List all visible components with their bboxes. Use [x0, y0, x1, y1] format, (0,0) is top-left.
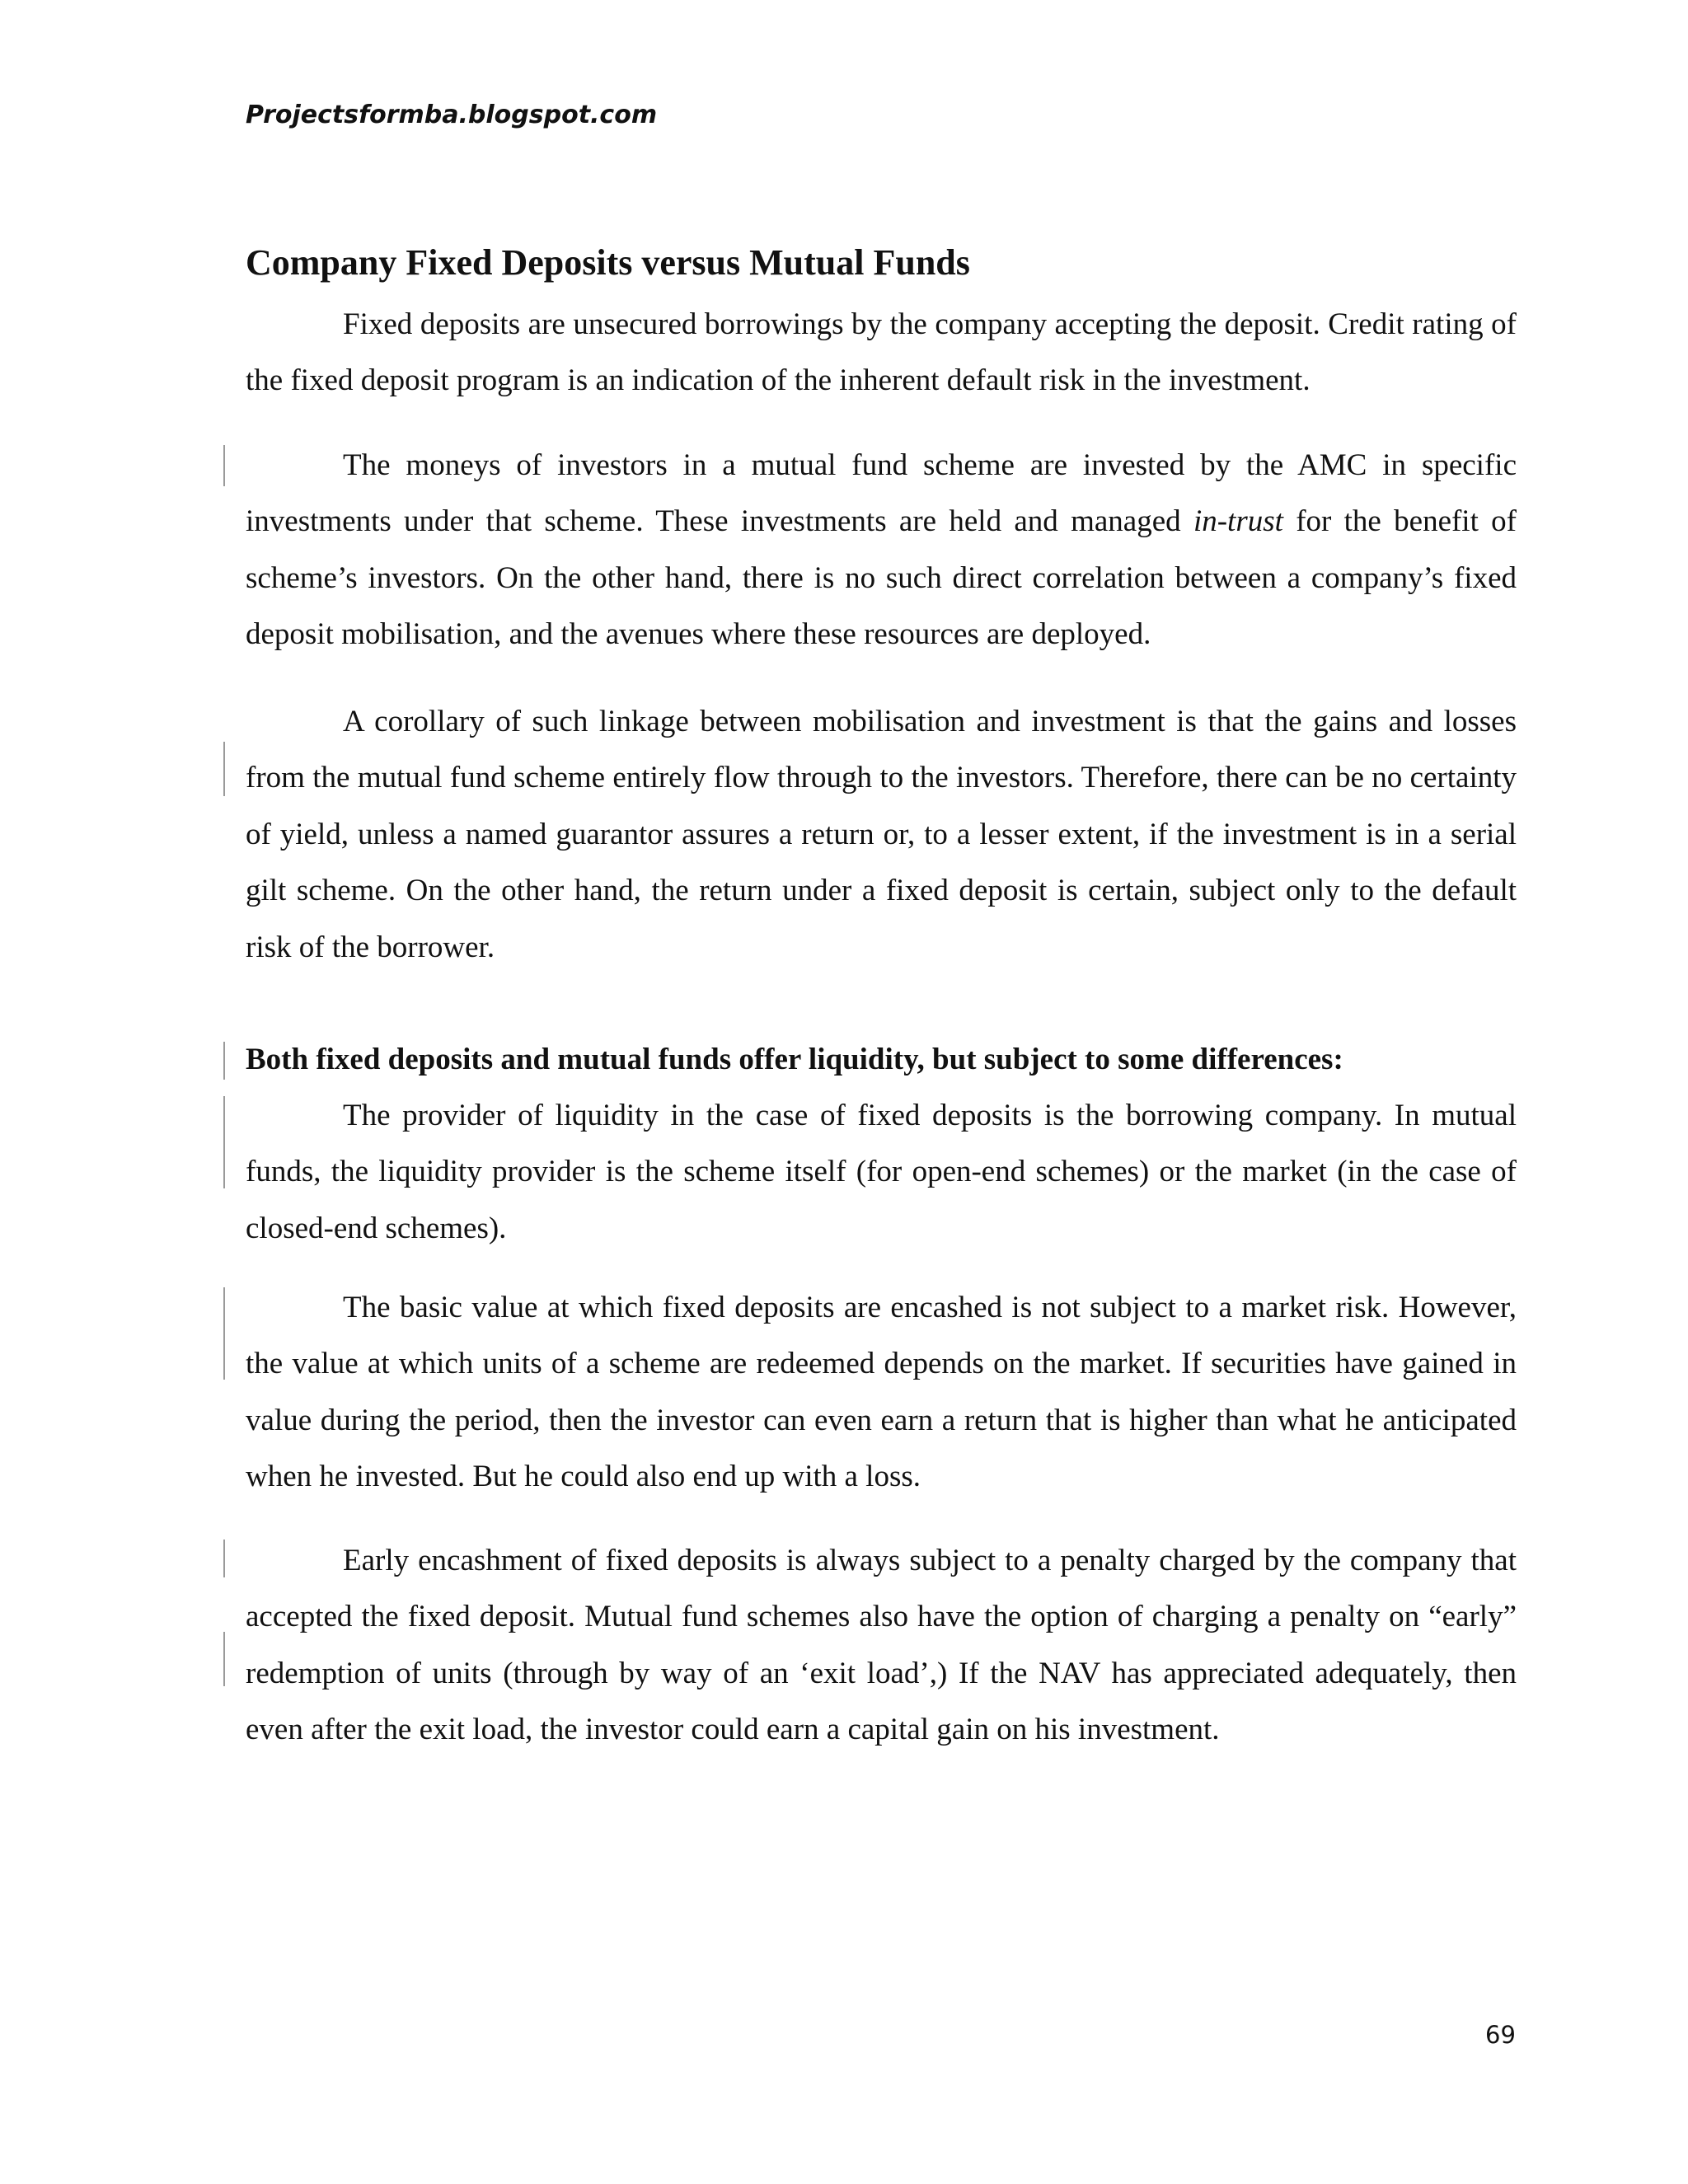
page-number: 69	[1485, 2021, 1516, 2049]
paragraph-fixed-deposits: Fixed deposits are unsecured borrowings by the company accepting the deposit. Credit rating of the fixed deposit program is an indication of the inherent default risk in the investment.	[246, 307, 1517, 398]
paragraph-liquidity-provider: The provider of liquidity in the case of fixed deposits is the borrowing company. In mutual funds, the liquidity provider is the scheme itself (for open-end schemes) or the market (in the case of closed-end schemes).	[246, 1099, 1517, 1245]
paragraph-early-encashment: Early encashment of fixed deposits is always subject to a penalty charged by the company that accepted the fixed deposit. Mutual fund schemes also have the option of charging a penalty on “early” redemption of units (through by way of an ‘exit load’,) If the NAV has appreciated adequately, then even after the exit load, the investor could earn a capital gain on his investment.	[246, 1544, 1517, 1747]
page-title: Company Fixed Deposits versus Mutual Funds	[246, 242, 970, 283]
revision-bar	[223, 1042, 225, 1080]
paragraph-text: The moneys of investors in a mutual fund scheme are invested by the AMC in specific investments under that scheme. These investments are held and managed	[246, 448, 1517, 539]
italic-term: in-trust	[1193, 504, 1283, 539]
revision-bar	[223, 1096, 225, 1188]
paragraph-market-risk: The basic value at which fixed deposits are encashed is not subject to a market risk. However, the value at which units of a scheme are redeemed depends on the market. If securities have gained in value during the period, then the investor can even earn a return that is higher than what he anticipated when he invested. But he could also end up with a loss.	[246, 1291, 1517, 1494]
section-subheading: Both fixed deposits and mutual funds offer liquidity, but subject to some differences:	[246, 1043, 1343, 1076]
paragraph-corollary: A corollary of such linkage between mobilisation and investment is that the gains and losses from the mutual fund scheme entirely flow through to the investors. Therefore, there can be no certainty of yield, unless a named guarantor assures a return or, to a lesser extent, if the investment is in a serial gilt scheme. On the other hand, the return under a fixed deposit is certain, subject only to the default risk of the borrower.	[246, 705, 1517, 964]
paragraph-text: for the benefit of scheme’s investors. On the other hand, there is no such direct correlation between a company’s fixed deposit mobilisation, and the avenues where these resources are deployed.	[246, 504, 1517, 652]
revision-bar	[223, 1540, 225, 1577]
paragraph-mutual-fund-investments	[246, 438, 1517, 663]
revision-bar	[223, 1287, 225, 1380]
revision-bar	[223, 445, 225, 486]
revision-bar	[223, 742, 225, 796]
header-site-name: Projectsformba.blogspot.com	[246, 101, 658, 129]
revision-bar	[223, 1632, 225, 1686]
